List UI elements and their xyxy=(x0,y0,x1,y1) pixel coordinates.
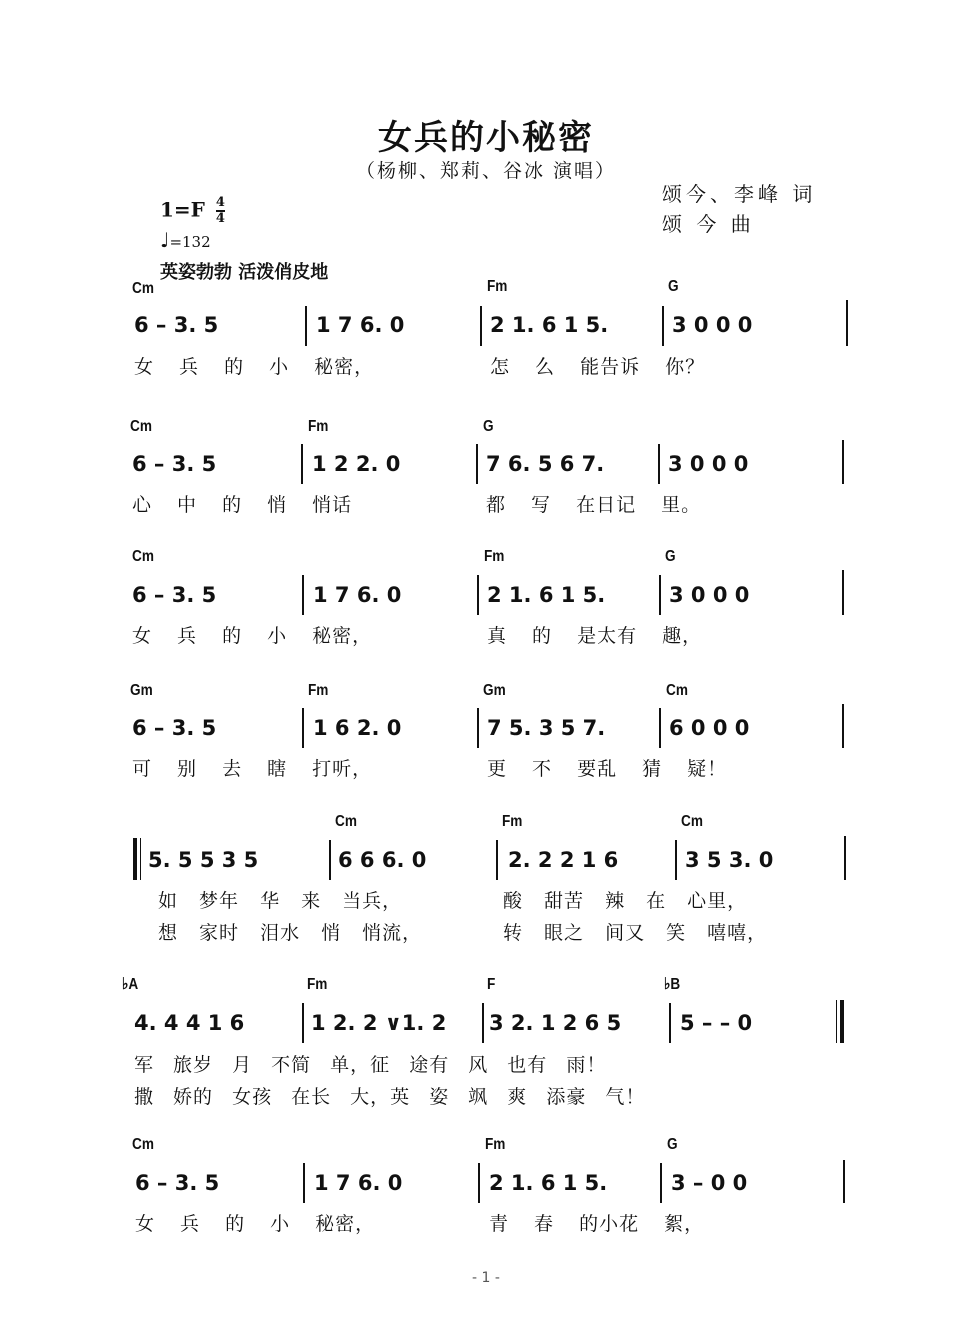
barline xyxy=(846,300,848,346)
lyric-line-verse2: 想 家时 泪水 悄 悄流， xyxy=(158,922,423,944)
barline xyxy=(658,444,660,484)
repeat-end-barline xyxy=(840,1000,844,1043)
key-text: 1=F xyxy=(160,197,205,222)
chord: G xyxy=(667,1136,678,1153)
barline xyxy=(302,708,304,748)
chord: Cm xyxy=(681,813,703,830)
lyric-line: 女 兵 的 小 秘密， xyxy=(134,356,375,378)
measure-notes: 7 5. 3 5 7. xyxy=(487,716,606,740)
repeat-start-barline xyxy=(133,838,137,880)
chord: Fm xyxy=(484,548,505,565)
chord: Fm xyxy=(502,813,523,830)
measure-notes: 2 1. 6 1 5. xyxy=(489,1171,608,1195)
composer-credit: 颂 今 曲 xyxy=(662,212,755,236)
measure-notes: 1 7 6. 0 xyxy=(313,583,402,607)
measure-notes: 1 7 6. 0 xyxy=(314,1171,403,1195)
song-title: 女兵的小秘密 xyxy=(378,118,594,158)
measure-notes: 6 – 3. 5 xyxy=(134,313,219,337)
measure-notes: 2 1. 6 1 5. xyxy=(487,583,606,607)
barline xyxy=(477,708,479,748)
lyric-line: 可 别 去 瞎 打听， xyxy=(132,758,373,780)
chord: F xyxy=(487,976,496,993)
barline xyxy=(662,306,664,346)
chord: Cm xyxy=(132,280,154,297)
chord: Cm xyxy=(130,418,152,435)
measure-notes: 6 6 6. 0 xyxy=(338,848,427,872)
lyric-line: 如 梦年 华 来 当兵， xyxy=(158,890,403,912)
measure-notes: 7 6. 5 6 7. xyxy=(486,452,605,476)
measure-notes: 5 – – 0 xyxy=(680,1011,753,1035)
tempo-marking xyxy=(160,228,211,252)
lyric-line: 更 不 要乱 猜 疑！ xyxy=(487,758,728,780)
lyric-line: 女 兵 的 小 秘密， xyxy=(135,1213,376,1235)
lyric-line: 都 写 在日记 里。 xyxy=(486,494,702,516)
measure-notes: 3 0 0 0 xyxy=(672,313,753,337)
measure-notes: 6 0 0 0 xyxy=(669,716,750,740)
measure-notes: 1 2 2. 0 xyxy=(312,452,401,476)
barline xyxy=(329,840,331,880)
measure-notes: 3 2. 1 2 6 5 xyxy=(489,1011,622,1035)
barline xyxy=(302,1003,304,1043)
chord: Cm xyxy=(335,813,357,830)
lyric-line: 青 春 的小花 絮， xyxy=(489,1213,705,1235)
chord: Fm xyxy=(307,976,328,993)
barline xyxy=(302,575,304,615)
time-signature xyxy=(216,196,225,226)
measure-notes: 1 6 2. 0 xyxy=(313,716,402,740)
lyric-line-verse2: 转 眼之 间又 笑 嘻嘻， xyxy=(503,922,768,944)
tempo-value: =132 xyxy=(169,233,211,251)
chord: G xyxy=(483,418,494,435)
measure-notes: 6 – 3. 5 xyxy=(132,452,217,476)
barline xyxy=(660,1163,662,1203)
chord: ♭B xyxy=(664,976,681,993)
measure-notes: 6 – 3. 5 xyxy=(135,1171,220,1195)
measure-notes: 3 – 0 0 xyxy=(671,1171,748,1195)
lyric-line: 怎 么 能告诉 你？ xyxy=(490,356,706,378)
lyric-line: 酸 甜苦 辣 在 心里， xyxy=(503,890,748,912)
chord: Fm xyxy=(485,1136,506,1153)
measure-notes: 3 5 3. 0 xyxy=(685,848,774,872)
measure-notes: 1 7 6. 0 xyxy=(316,313,405,337)
lyric-line: 真 的 是太有 趣， xyxy=(487,625,703,647)
chord: Gm xyxy=(130,682,153,699)
measure-notes: 3 0 0 0 xyxy=(669,583,750,607)
barline xyxy=(844,836,846,880)
time-top: 4 xyxy=(215,195,225,210)
barline xyxy=(305,306,307,346)
barline xyxy=(303,1163,305,1203)
barline xyxy=(496,840,498,880)
barline xyxy=(477,575,479,615)
barline xyxy=(659,575,661,615)
expression-marking: 英姿勃勃 活泼俏皮地 xyxy=(160,262,329,283)
chord: Cm xyxy=(132,548,154,565)
chord: Gm xyxy=(483,682,506,699)
measure-notes: 6 – 3. 5 xyxy=(132,583,217,607)
chord: Fm xyxy=(308,682,329,699)
performers-subtitle: （杨柳、郑莉、谷冰 演唱） xyxy=(355,160,617,182)
measure-notes: 4. 4 4 1 6 xyxy=(134,1011,245,1035)
measure-notes: 2 1. 6 1 5. xyxy=(490,313,609,337)
time-bottom: 4 xyxy=(215,211,225,226)
barline xyxy=(842,570,844,615)
measure-notes: 3 0 0 0 xyxy=(668,452,749,476)
chord: Fm xyxy=(487,278,508,295)
barline xyxy=(843,1160,845,1203)
chord: ♭A xyxy=(122,976,139,993)
barline xyxy=(675,840,677,880)
barline xyxy=(478,1163,480,1203)
barline xyxy=(482,1003,484,1043)
chord: Cm xyxy=(666,682,688,699)
repeat-end-thin xyxy=(836,1000,837,1043)
lyric-line-verse2: 撒 娇的 女孩 在长 大，英 姿 飒 爽 添豪 气！ xyxy=(134,1086,646,1108)
barline xyxy=(669,1003,671,1043)
barline xyxy=(476,444,478,484)
lyric-line: 心 中 的 悄 悄话 xyxy=(132,494,353,516)
repeat-start-thin xyxy=(140,838,141,880)
lyric-line: 女 兵 的 小 秘密， xyxy=(132,625,373,647)
measure-notes: 2. 2 2 1 6 xyxy=(508,848,619,872)
measure-notes: 6 – 3. 5 xyxy=(132,716,217,740)
lyricist-credit: 颂今、李峰 词 xyxy=(662,182,817,206)
quarter-note-icon: ♩ xyxy=(160,228,170,252)
key-signature xyxy=(160,196,225,226)
lyric-line: 军 旅岁 月 不简 单，征 途有 风 也有 雨！ xyxy=(134,1054,607,1076)
chord: Cm xyxy=(132,1136,154,1153)
barline xyxy=(659,708,661,748)
chord: Fm xyxy=(308,418,329,435)
barline xyxy=(842,440,844,484)
measure-notes: 5. 5 5 3 5 xyxy=(148,848,259,872)
chord: G xyxy=(665,548,676,565)
barline xyxy=(301,444,303,484)
barline xyxy=(480,306,482,346)
measure-notes: 1 2. 2 ∨1. 2 xyxy=(311,1011,447,1035)
page-number: - 1 - xyxy=(472,1270,500,1286)
chord: G xyxy=(668,278,679,295)
barline xyxy=(842,704,844,748)
